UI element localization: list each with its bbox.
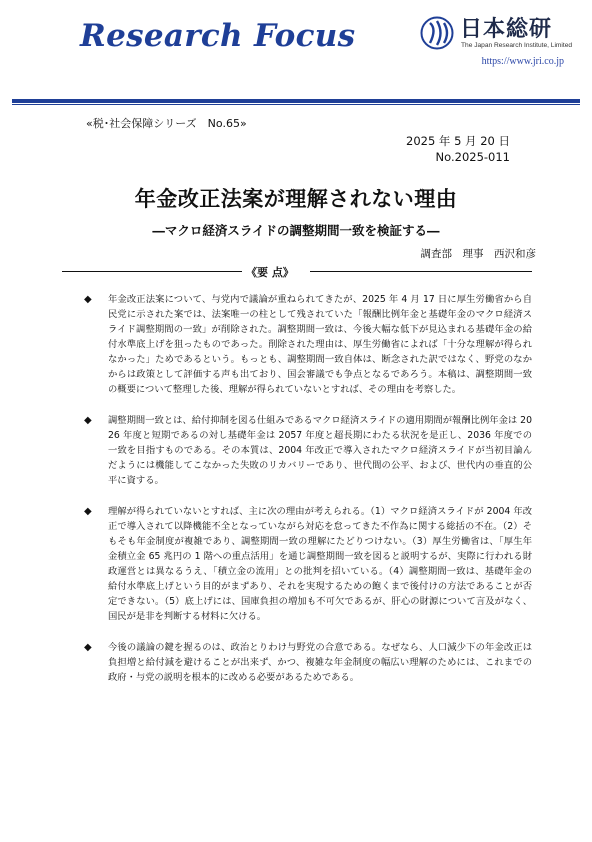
summary-points (84, 292, 532, 701)
masthead-title: Research Focus (80, 18, 356, 54)
document-number: No.2025-011 (435, 150, 510, 164)
summary-point (84, 292, 532, 397)
summary-point (84, 413, 532, 488)
header-divider-thin (12, 104, 580, 105)
jri-logo-icon (420, 16, 454, 50)
summary-point-text: 調整期間一致とは、給付抑制を図る仕組みであるマクロ経済スライドの適用期間が報酬比例年金は 2026 年度と短期であるの対し基礎年金は 2057 年度と超長期にわたる状況を是正し、2036 年度での一致を目指すものである。その本質は、2004 年改正で導入されたマクロ経済スライドが当初目論んだようには機能してこなかった失敗のリカバリーであり、世代間の公平、および、世代内の垂直的公平に資する。 (108, 415, 532, 486)
diamond-bullet-icon: ◆ (84, 642, 92, 653)
diamond-bullet-icon: ◆ (84, 506, 92, 517)
diamond-bullet-icon: ◆ (84, 294, 92, 305)
date-block (406, 133, 510, 165)
page-subtitle: ―マクロ経済スライドの調整期間一致を検証する― (152, 223, 440, 238)
org-name-english: The Japan Research Institute, Limited (461, 42, 573, 49)
series-label: «税･社会保障シリーズ No.65» (86, 117, 247, 130)
summary-point-text: 今後の議論の鍵を握るのは、政治とりわけ与野党の合意である。なぜなら、人口減少下の年金改正は負担増と給付減を避けることが出来ず、かつ、複雑な年金制度の幅広い理解のためには、これまでの政府・与党の説明を根本的に改める必要があるためである。 (108, 642, 532, 683)
diamond-bullet-icon: ◆ (84, 415, 92, 426)
summary-point-text: 理解が得られていないとすれば、主に次の理由が考えられる。（1）マクロ経済スライドが 2004 年改正で導入されて以降機能不全となっていながら対応を怠ってきた不作為に関する総括の不在。（2）そもそも年金制度が複雑であり、調整期間一致の理解にたどりつけない。（3）厚生労働省は、「厚生年金積立金 65 兆円の 1 階への重点活用」を通じ調整期間一致を図ると説明するが、実際に行われる財政運営とは異なるうえ、「積立金の流用」との批判を招いている。（4）調整期間一致は、基礎年金の給付水準底上げという目的がまずあり、それを実現するための飽くまで後付けの方法であることが否定できない。（5）底上げには、国庫負担の増加も不可欠であるが、肝心の財源について言及がなく、国民が是非を判断する材料に欠ける。 (108, 506, 532, 622)
page-title: 年金改正法案が理解されない理由 (134, 187, 458, 211)
summary-point (84, 504, 532, 624)
summary-point (84, 640, 532, 685)
author-line: 調査部 理事 西沢和彦 (420, 248, 536, 260)
summary-divider-right (310, 271, 532, 272)
org-logo (418, 14, 578, 58)
header-divider (12, 99, 580, 103)
summary-divider-left (62, 271, 242, 272)
summary-heading: 《要 点》 (246, 266, 294, 279)
summary-point-text: 年金改正法案について、与党内で議論が重ねられてきたが、2025 年 4 月 17 日に厚生労働省から自民党に示された案では、法案唯一の柱として残されていた「報酬比例年金と基礎年金のマクロ経済スライド調整期間の一致」が削除された。調整期間一致は、今後大幅な低下が見込まれる基礎年金の給付水準底上げを狙ったものであった。削除された理由は、厚生労働省によれば「十分な理解が得られなかった」ためであるという。もっとも、調整期間一致自体は、断念された訳ではなく、野党のなかからは政策として評価する声も出ており、国会審議でも争点となるであろう。本稿は、調整期間一致の概要について整理した後、理解が得られていないとすれば、その理由を考察した。 (108, 294, 532, 395)
org-name: 日本総研 (460, 17, 553, 42)
publication-date: 2025 年 5 月 20 日 (406, 134, 510, 148)
site-url-link[interactable]: https://www.jri.co.jp (481, 56, 564, 67)
